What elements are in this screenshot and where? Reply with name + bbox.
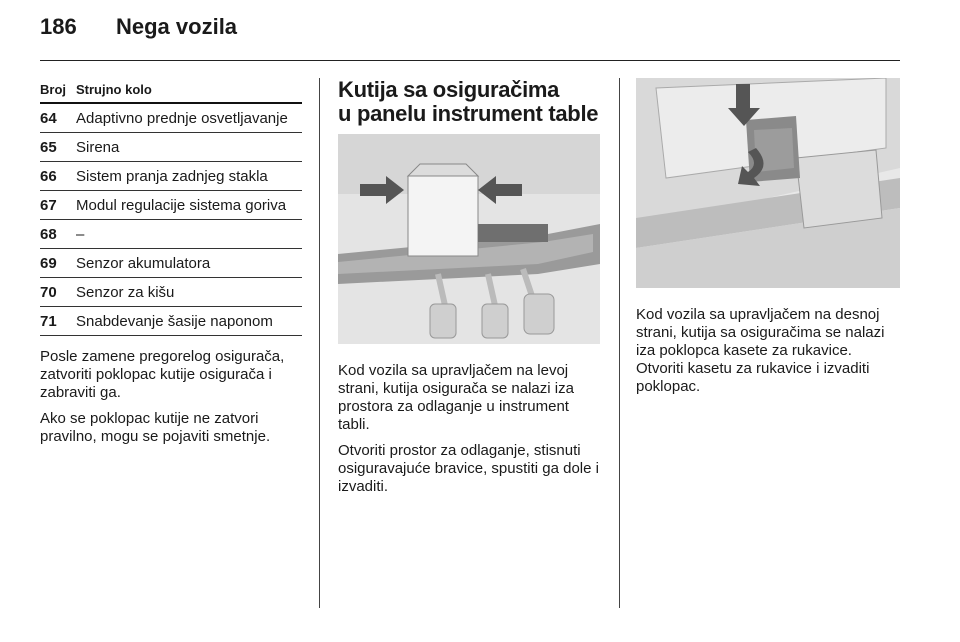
fuse-table-col-circuit: Strujno kolo <box>76 82 152 97</box>
fuse-circuit: Senzor za kišu <box>76 284 175 301</box>
rhd-fuse-box-illustration <box>636 78 900 288</box>
fuse-number: 69 <box>40 255 57 272</box>
header-rule <box>40 60 900 61</box>
fuse-number: 66 <box>40 168 57 185</box>
section-heading-line2: u panelu instrument table <box>338 101 599 126</box>
fuse-circuit: Snabdevanje šasije naponom <box>76 313 273 330</box>
table-row <box>40 278 302 307</box>
fuse-table-body <box>40 104 302 336</box>
fuse-circuit: Modul regulacije sistema goriva <box>76 197 287 214</box>
fuse-circuit: Adaptivno prednje osvetljavanje <box>76 110 288 127</box>
section-heading <box>338 78 602 126</box>
page-header <box>40 14 237 50</box>
lhd-location-paragraph: Kod vozila sa upravljačem na levoj strani, kutija osigurača se nalazi iza prostora za odlaganje u instrument tabli. <box>338 362 574 433</box>
fuse-circuit: Senzor akumulatora <box>76 255 211 272</box>
fuse-number: 67 <box>40 197 57 214</box>
table-row <box>40 133 302 162</box>
cover-warning-paragraph: Ako se poklopac kutije ne zatvori pravilno, mogu se pojaviti smetnje. <box>40 410 271 445</box>
rhd-location-paragraph: Kod vozila sa upravljačem na desnoj strani, kutija sa osiguračima se nalazi iza poklopca kasete za rukavice. Otvoriti kasetu za rukavice i izvaditi poklopac. <box>636 306 885 395</box>
fuse-number: 64 <box>40 110 57 127</box>
table-row <box>40 249 302 278</box>
fuse-table-header <box>40 82 302 104</box>
table-row <box>40 191 302 220</box>
lhd-fuse-box-illustration <box>338 134 600 344</box>
fuse-number: 68 <box>40 226 57 243</box>
column-divider-left <box>319 78 320 608</box>
column-divider-right <box>619 78 620 608</box>
page-number: 186 <box>40 14 77 39</box>
column-rhd <box>636 78 902 396</box>
replace-fuse-paragraph: Posle zamene pregorelog osigurača, zatvoriti poklopac kutije osigurača i zabraviti ga. <box>40 348 285 401</box>
fuse-number: 70 <box>40 284 57 301</box>
table-row <box>40 162 302 191</box>
page-title: Nega vozila <box>116 14 238 39</box>
fuse-circuit: Sirena <box>76 139 120 156</box>
fuse-circuit: Sistem pranja zadnjeg stakla <box>76 168 268 185</box>
table-row <box>40 220 302 249</box>
fuse-table-col-number: Broj <box>40 82 66 97</box>
fuse-number: 65 <box>40 139 57 156</box>
table-row <box>40 104 302 133</box>
lhd-removal-paragraph: Otvoriti prostor za odlaganje, stisnuti osiguravajuće bravice, spustiti ga dole i izvaditi. <box>338 442 599 495</box>
table-row <box>40 307 302 336</box>
column-fuse-table <box>40 78 302 446</box>
column-lhd <box>338 78 602 496</box>
fuse-circuit: – <box>76 226 85 243</box>
fuse-number: 71 <box>40 313 57 330</box>
section-heading-line1: Kutija sa osiguračima <box>338 77 560 102</box>
